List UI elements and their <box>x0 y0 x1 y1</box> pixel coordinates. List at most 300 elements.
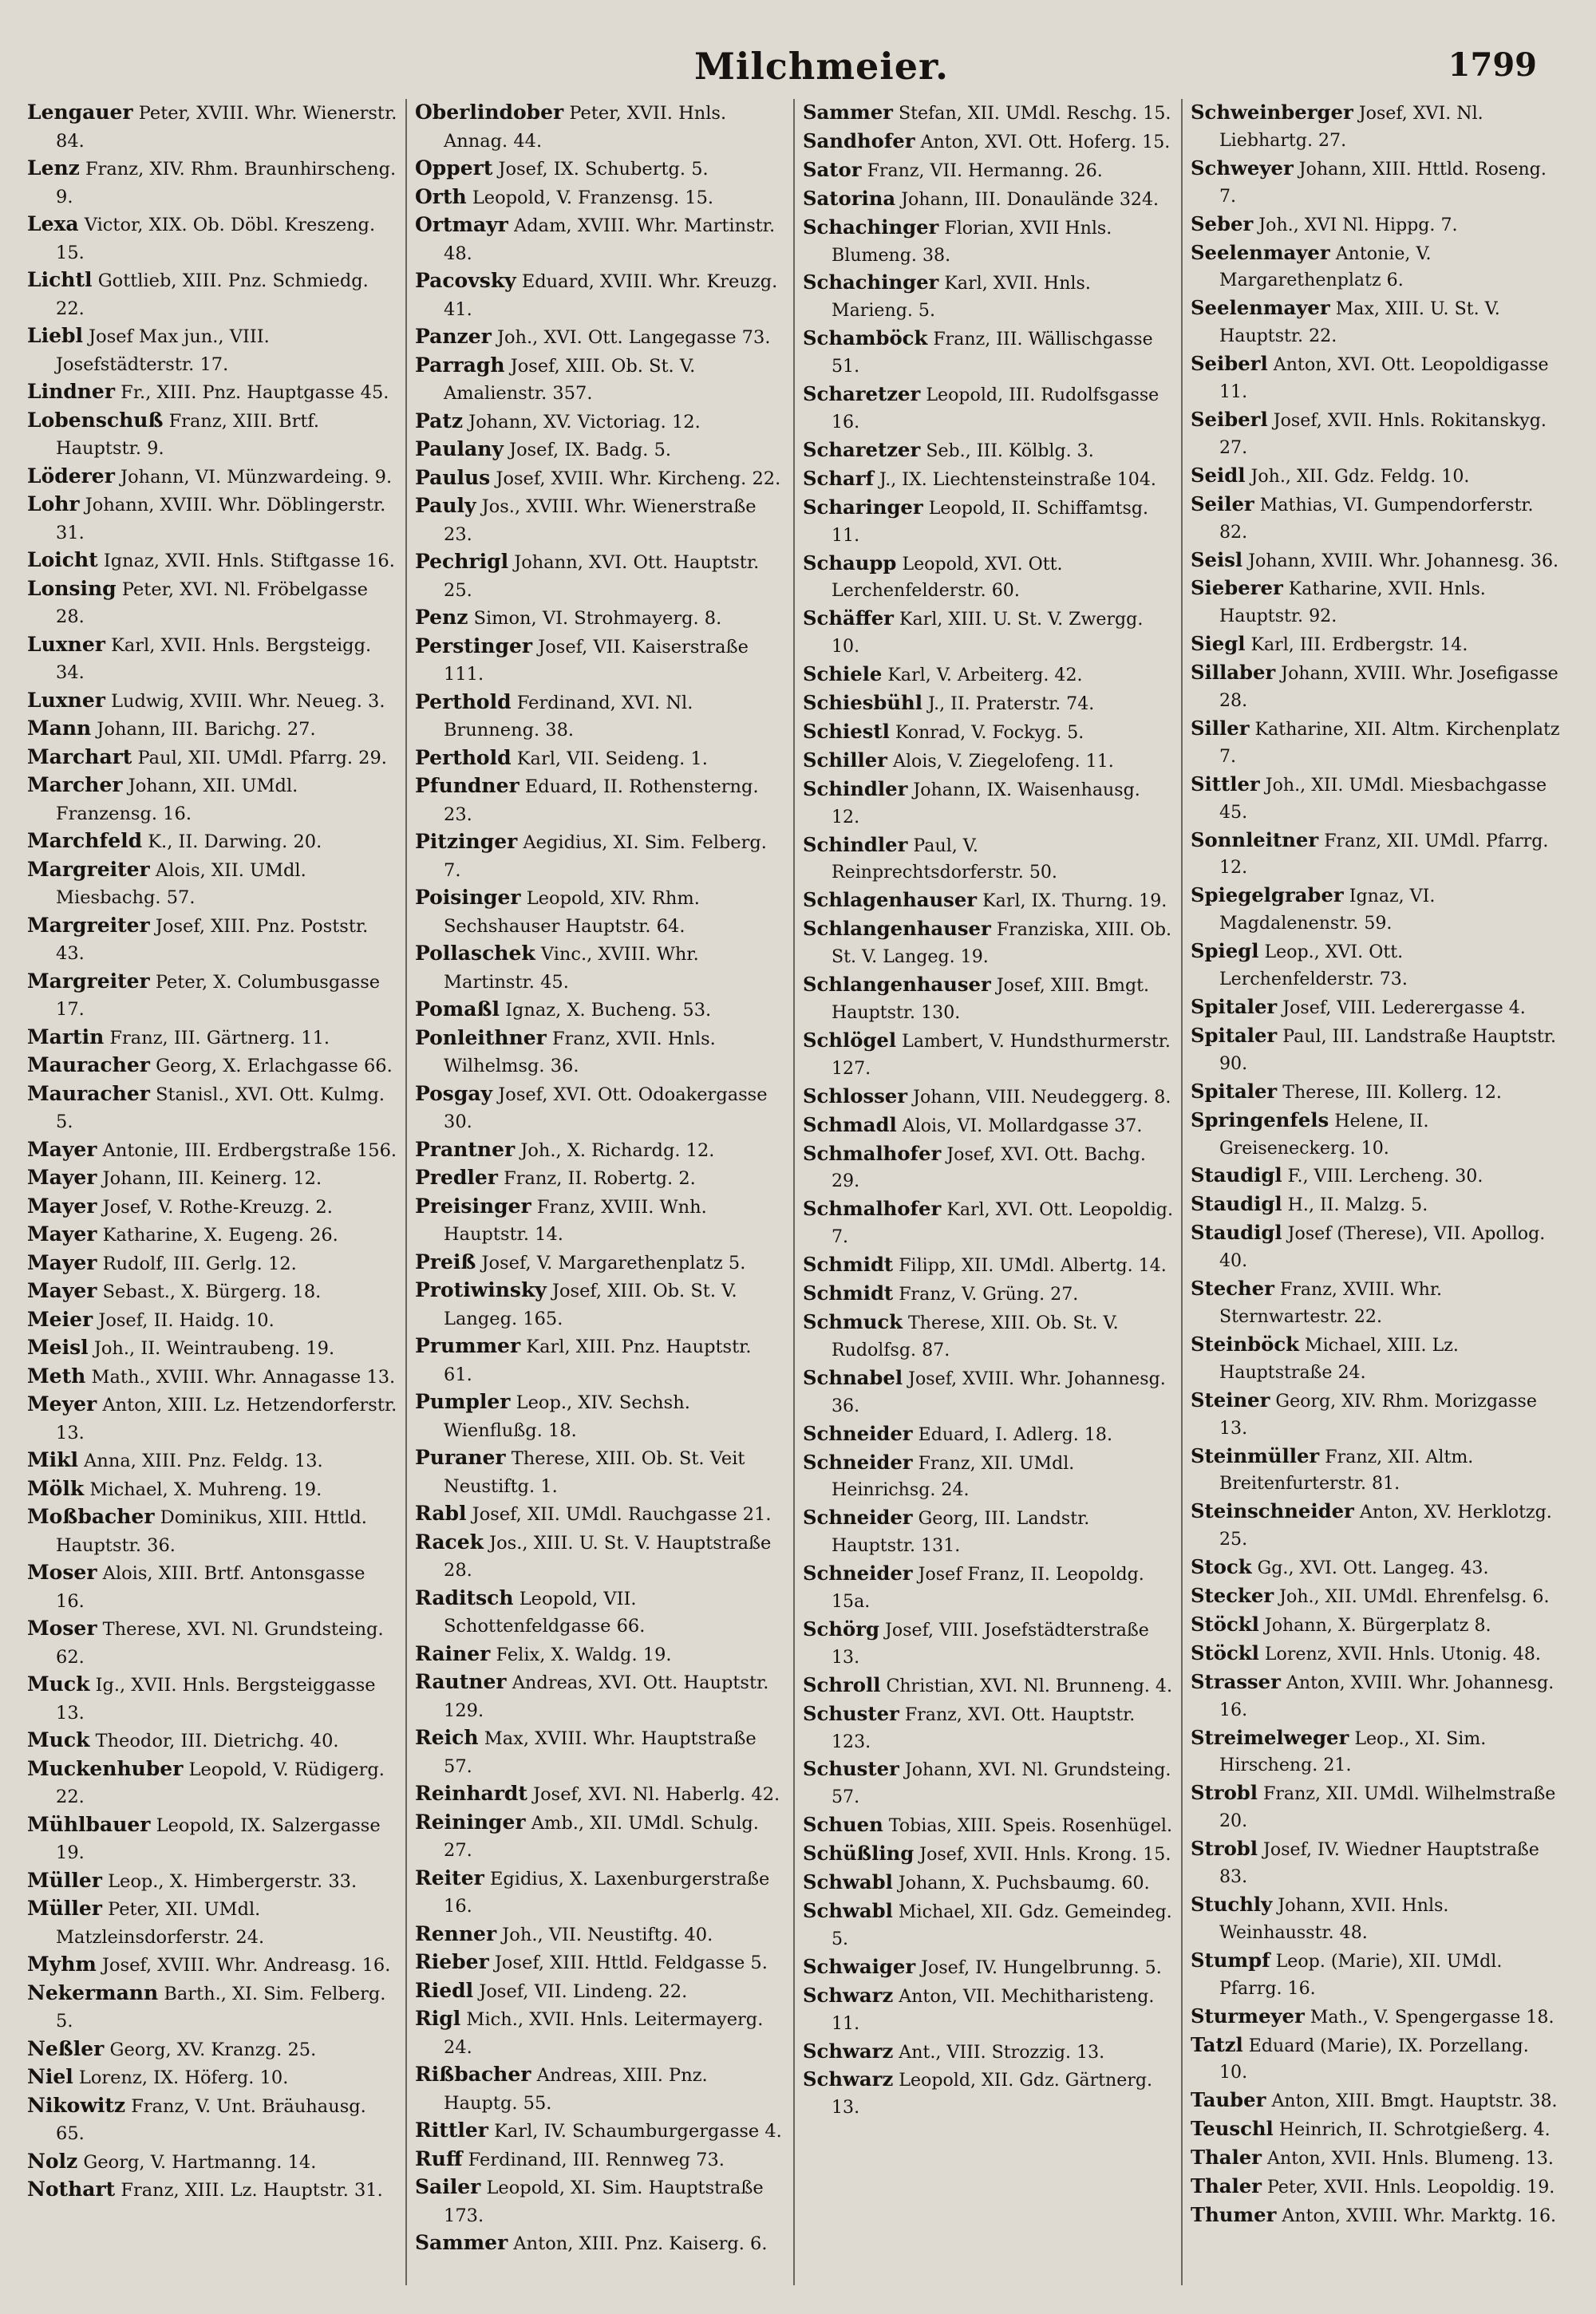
entry-surname: Seelenmayer <box>1191 240 1330 264</box>
entry-details: Leopold, XIV. Rhm. Sechshauser Hauptstr. 64. <box>444 888 700 937</box>
entry-surname: Seiler <box>1191 492 1254 515</box>
directory-entry <box>1191 1162 1561 1191</box>
entry-surname: Thumer <box>1191 2202 1277 2226</box>
directory-entry <box>415 1333 785 1388</box>
entry-surname: Liebl <box>27 324 83 347</box>
entry-surname: Reininger <box>415 1810 526 1834</box>
entry-details: Karl, XVII. Hnls. Bergsteigg. 34. <box>56 634 372 683</box>
entry-surname: Mikl <box>27 1448 78 1471</box>
entry-surname: Mauracher <box>27 1053 150 1076</box>
directory-entry <box>415 267 785 323</box>
directory-entry <box>1191 2144 1561 2173</box>
entry-details: Josef, XVI. Ott. Odoakergasse 30. <box>444 1084 768 1132</box>
entry-surname: Loicht <box>27 548 98 571</box>
entry-details: Alois, VI. Mollardgasse 37. <box>902 1115 1143 1136</box>
entry-surname: Pollaschek <box>415 942 535 965</box>
column-4 <box>1181 99 1569 2285</box>
directory-entry <box>415 1921 785 1949</box>
directory-entry <box>415 548 785 604</box>
entry-details: Rudolf, III. Gerlg. 12. <box>102 1253 297 1274</box>
entry-surname: Müller <box>27 1868 102 1892</box>
entry-surname: Margreiter <box>27 913 150 937</box>
entry-details: Leopold, V. Rüdigerg. 22. <box>56 1759 385 1807</box>
entry-details: Anna, XIII. Pnz. Feldg. 13. <box>84 1451 323 1471</box>
directory-entry <box>1191 1891 1561 1947</box>
directory-entry <box>803 1309 1173 1364</box>
directory-entry <box>803 494 1173 550</box>
directory-entry <box>1191 827 1561 883</box>
entry-details: Stanisl., XVI. Ott. Kulmg. 5. <box>56 1084 385 1132</box>
entry-surname: Thaler <box>1191 2174 1262 2198</box>
entry-details: Karl, XVI. Ott. Leopoldig. 7. <box>832 1199 1173 1248</box>
directory-entry <box>803 325 1173 381</box>
directory-entry <box>1191 1078 1561 1107</box>
directory-entry <box>415 1809 785 1865</box>
entry-surname: Spiegl <box>1191 939 1259 963</box>
entry-details: Therese, XIII. Ob. St. Veit Neustiftg. 1. <box>444 1448 745 1497</box>
entry-surname: Sandhofer <box>803 128 915 152</box>
entry-surname: Springenfels <box>1191 1108 1329 1131</box>
entry-details: Anton, XVIII. Whr. Marktg. 16. <box>1282 2205 1557 2226</box>
directory-entry <box>803 465 1173 494</box>
entry-surname: Poisinger <box>415 886 521 909</box>
entry-details: Eduard, XVIII. Whr. Kreuzg. 41. <box>444 271 778 320</box>
entry-details: Leopold, V. Franzensg. 15. <box>472 187 714 208</box>
entry-surname: Schamböck <box>803 326 928 350</box>
directory-entry <box>415 1277 785 1333</box>
entry-surname: Meier <box>27 1307 93 1331</box>
entry-details: Franz, III. Wällischgasse 51. <box>832 329 1153 377</box>
entry-details: Therese, III. Kollerg. 12. <box>1282 1081 1502 1103</box>
directory-entry <box>415 1444 785 1500</box>
entry-surname: Schmidt <box>803 1253 894 1277</box>
directory-entry <box>1191 575 1561 630</box>
entry-details: Ignaz, VI. Magdalenenstr. 59. <box>1219 886 1436 934</box>
entry-surname: Schörg <box>803 1617 880 1641</box>
directory-entry <box>1191 1554 1561 1582</box>
directory-entry <box>27 211 397 267</box>
directory-entry <box>803 550 1173 606</box>
directory-entry <box>27 2063 397 2092</box>
entry-details: Joh., II. Weintraubeng. 19. <box>93 1338 335 1359</box>
entry-details: Victor, XIX. Ob. Döbl. Kreszeng. 15. <box>56 215 376 263</box>
entry-details: Seb., III. Kölblg. 3. <box>926 440 1094 461</box>
directory-entry <box>803 689 1173 718</box>
entry-surname: Siegl <box>1191 632 1246 656</box>
entry-surname: Schwarz <box>803 1983 894 2007</box>
entry-surname: Spitaler <box>1191 1079 1278 1103</box>
entry-details: J., II. Praterstr. 74. <box>927 693 1095 715</box>
entry-surname: Thaler <box>1191 2146 1262 2170</box>
directory-entry <box>415 884 785 940</box>
entry-details: Adam, XVIII. Whr. Martinstr. 48. <box>444 215 776 264</box>
entry-surname: Schroll <box>803 1672 881 1696</box>
entry-details: Josef, XVII. Hnls. Krong. 15. <box>919 1844 1171 1866</box>
entry-details: Vinc., XVIII. Whr. Martinstr. 45. <box>444 944 699 993</box>
entry-surname: Schuster <box>803 1701 899 1725</box>
entry-surname: Stecker <box>1191 1584 1274 1608</box>
entry-surname: Niel <box>27 2065 73 2088</box>
directory-entry <box>27 1052 397 1080</box>
directory-entry <box>27 912 397 968</box>
directory-entry <box>1191 1331 1561 1387</box>
entry-surname: Scharetzer <box>803 382 921 406</box>
directory-entry <box>27 99 397 155</box>
directory-entry <box>27 1503 397 1559</box>
directory-entry <box>27 715 397 744</box>
entry-surname: Lindner <box>27 380 115 403</box>
entry-surname: Luxner <box>27 632 105 656</box>
entry-details: Josef, XVIII. Whr. Andreasg. 16. <box>102 1955 391 1976</box>
directory-entry <box>415 1249 785 1277</box>
entry-details: Johann, XIII. Httld. Roseng. 7. <box>1219 158 1547 207</box>
entry-details: Joh., XVI Nl. Hippg. 7. <box>1258 214 1458 235</box>
entry-details: Simon, VI. Strohmayerg. 8. <box>473 608 722 629</box>
directory-entry <box>27 744 397 772</box>
entry-surname: Strasser <box>1191 1669 1281 1693</box>
directory-entry <box>1191 1387 1561 1443</box>
entry-details: Joh., VII. Neustiftg. 40. <box>502 1924 713 1945</box>
column-2 <box>405 99 793 2285</box>
entry-surname: Sturmeyer <box>1191 2004 1305 2028</box>
directory-entry <box>803 776 1173 831</box>
entry-surname: Ortmayr <box>415 213 508 236</box>
entry-surname: Scharf <box>803 466 875 490</box>
entry-details: Johann, III. Keinerg. 12. <box>102 1168 322 1189</box>
directory-entry <box>27 1391 397 1447</box>
directory-entry <box>415 492 785 548</box>
entry-details: Johann, VIII. Neudeggerg. 8. <box>913 1086 1171 1108</box>
entry-surname: Schachinger <box>803 215 939 239</box>
entry-details: Eduard, I. Adlerg. 18. <box>918 1424 1112 1445</box>
entry-surname: Parragh <box>415 353 505 377</box>
entry-surname: Reinhardt <box>415 1782 527 1805</box>
entry-surname: Tauber <box>1191 2088 1266 2112</box>
directory-entry <box>803 1811 1173 1840</box>
entry-surname: Perthold <box>415 689 512 713</box>
entry-details: Joh., XVI. Ott. Langegasse 73. <box>496 327 771 348</box>
entry-surname: Schwabl <box>803 1899 893 1922</box>
entry-details: Ignaz, XVII. Hnls. Stiftgasse 16. <box>103 551 395 571</box>
entry-details: Josef, XIII. Httld. Feldgasse 5. <box>494 1953 768 1973</box>
directory-entry <box>415 1949 785 1977</box>
entry-surname: Reich <box>415 1726 479 1749</box>
directory-entry <box>803 1560 1173 1616</box>
entry-details: Peter, XVIII. Whr. Wienerstr. 84. <box>56 103 397 152</box>
entry-surname: Mühlbauer <box>27 1812 151 1836</box>
directory-entry <box>27 1363 397 1392</box>
entry-details: Anton, XV. Herklotzg. 25. <box>1219 1502 1552 1550</box>
directory-entry <box>803 99 1173 128</box>
directory-entry <box>27 2092 397 2148</box>
directory-entry <box>803 887 1173 915</box>
entry-details: Heinrich, II. Schrotgießerg. 4. <box>1278 2119 1551 2141</box>
entry-surname: Schlangenhauser <box>803 917 991 941</box>
directory-entry <box>803 605 1173 661</box>
entry-details: Filipp, XII. UMdl. Albertg. 14. <box>899 1255 1167 1277</box>
entry-details: Leop., XIV. Sechsh. Wienflußg. 18. <box>444 1392 690 1441</box>
entry-details: Leop. (Marie), XII. UMdl. Pfarrg. 16. <box>1219 1950 1503 1999</box>
entry-details: Leop., XVI. Ott. Lerchenfelderstr. 73. <box>1219 942 1408 990</box>
entry-surname: Schlangenhauser <box>803 973 991 997</box>
entry-details: F., VIII. Lercheng. 30. <box>1287 1166 1483 1187</box>
directory-entry <box>803 1083 1173 1112</box>
entry-details: Anton, XVII. Hnls. Blumeng. 13. <box>1267 2148 1554 2170</box>
entry-details: Leopold, II. Schiffamtsg. 11. <box>832 497 1148 546</box>
entry-surname: Stumpf <box>1191 1948 1270 1972</box>
directory-entry <box>803 747 1173 776</box>
entry-details: Eduard, II. Rothensterng. 23. <box>444 776 759 825</box>
entry-surname: Mölk <box>27 1476 85 1500</box>
directory-entry <box>1191 491 1561 547</box>
entry-details: Gottlieb, XIII. Pnz. Schmiedg. 22. <box>56 270 369 319</box>
entry-details: Ludwig, XVIII. Whr. Neueg. 3. <box>111 690 385 712</box>
entry-surname: Strobl <box>1191 1781 1258 1805</box>
directory-entry <box>1191 938 1561 993</box>
entry-details: K., II. Darwing. 20. <box>148 831 322 852</box>
entry-surname: Satorina <box>803 186 896 210</box>
entry-details: Josef, II. Haidg. 10. <box>98 1309 275 1331</box>
entry-surname: Schmadl <box>803 1112 897 1136</box>
entry-surname: Paulus <box>415 465 491 489</box>
entry-surname: Schlosser <box>803 1084 908 1108</box>
entry-surname: Perstinger <box>415 634 533 657</box>
directory-entry <box>27 2036 397 2064</box>
entry-details: Ig., XVII. Hnls. Bergsteiggasse 13. <box>56 1675 376 1724</box>
directory-entry <box>1191 659 1561 715</box>
directory-entry <box>1191 547 1561 575</box>
entry-details: Anton, VII. Mechitharisteng. 11. <box>832 1985 1155 2034</box>
directory-entry <box>1191 462 1561 491</box>
entry-surname: Rittler <box>415 2119 488 2142</box>
directory-entry <box>27 1277 397 1306</box>
entry-details: Lorenz, IX. Höferg. 10. <box>78 2067 289 2088</box>
directory-entry <box>1191 993 1561 1022</box>
entry-surname: Spiegelgraber <box>1191 883 1344 907</box>
entry-surname: Riedl <box>415 1978 474 2002</box>
directory-entry <box>27 2176 397 2205</box>
entry-details: Josef, VII. Lindeng. 22. <box>479 1980 688 2002</box>
entry-surname: Rainer <box>415 1641 491 1665</box>
directory-entry <box>803 718 1173 747</box>
directory-entry <box>415 99 785 155</box>
entry-surname: Sammer <box>415 2231 508 2254</box>
directory-entry <box>1191 882 1561 938</box>
entry-details: Josef, V. Rothe-Kreuzg. 2. <box>102 1196 333 1218</box>
entry-details: Franz, V. Grüng. 27. <box>899 1284 1079 1305</box>
entry-surname: Meisl <box>27 1336 89 1359</box>
entry-surname: Pechrigl <box>415 550 509 573</box>
entry-surname: Steiner <box>1191 1388 1270 1412</box>
entry-surname: Penz <box>415 606 468 629</box>
directory-entry <box>1191 1611 1561 1640</box>
entry-surname: Rautner <box>415 1670 507 1693</box>
directory-entry <box>415 772 785 828</box>
entry-surname: Posgay <box>415 1081 493 1105</box>
entry-details: Franz, V. Unt. Bräuhausg. 65. <box>56 2095 366 2144</box>
entry-details: Johann, XVIII. Whr. Döblingerstr. 31. <box>56 495 386 543</box>
directory-entry <box>1191 1582 1561 1611</box>
directory-entry <box>415 2005 785 2061</box>
entry-details: Franz, XII. UMdl. Heinrichsg. 24. <box>832 1452 1075 1501</box>
directory-entry <box>27 1811 397 1867</box>
entry-details: Josef, IV. Wiedner Hauptstraße 83. <box>1219 1839 1539 1888</box>
entry-surname: Staudigl <box>1191 1192 1282 1216</box>
entry-surname: Stecher <box>1191 1277 1274 1301</box>
entry-details: Amb., XII. UMdl. Schulg. 27. <box>444 1812 759 1861</box>
directory-entry <box>1191 406 1561 462</box>
entry-details: Anton, XVI. Ott. Leopoldigasse 11. <box>1219 354 1549 403</box>
directory-entry <box>415 184 785 212</box>
entry-details: Josef, XVI. Ott. Bachg. 29. <box>832 1143 1146 1192</box>
directory-entry <box>1191 211 1561 239</box>
directory-entry <box>1191 1724 1561 1780</box>
entry-surname: Sillaber <box>1191 661 1276 685</box>
entry-surname: Meyer <box>27 1392 97 1416</box>
entry-surname: Sonnleitner <box>1191 827 1319 851</box>
directory-entry <box>415 2229 785 2258</box>
directory-entry <box>27 827 397 856</box>
entry-details: Theodor, III. Dietrichg. 40. <box>95 1731 339 1751</box>
entry-surname: Schindler <box>803 776 908 800</box>
entry-details: Ant., VIII. Strozzig. 13. <box>899 2041 1105 2063</box>
entry-details: Karl, VII. Seideng. 1. <box>516 748 708 769</box>
entry-details: Josef, XIII. Pnz. Poststr. 43. <box>56 915 369 964</box>
entry-details: Max, XIII. U. St. V. Hauptstr. 22. <box>1219 298 1500 347</box>
entry-surname: Lexa <box>27 212 79 235</box>
directory-entry <box>415 323 785 352</box>
entry-surname: Schwabl <box>803 1870 893 1894</box>
entry-details: Peter, XII. UMdl. Matzleinsdorferstr. 24. <box>56 1899 265 1948</box>
entry-details: Georg, III. Landstr. Hauptstr. 131. <box>832 1508 1090 1557</box>
entry-details: Christian, XVI. Nl. Brunneng. 4. <box>886 1675 1172 1696</box>
entry-surname: Spitaler <box>1191 1023 1278 1047</box>
entry-details: Karl, XIII. Pnz. Hauptstr. 61. <box>444 1337 752 1385</box>
entry-surname: Steinböck <box>1191 1332 1299 1356</box>
entry-surname: Schwarz <box>803 2039 894 2063</box>
directory-entry <box>415 1780 785 1809</box>
entry-details: Josef, VIII. Josefstädterstraße 13. <box>832 1619 1149 1668</box>
entry-details: Ferdinand, III. Rennweg 73. <box>468 2149 725 2170</box>
entry-details: Mathias, VI. Gumpendorferstr. 82. <box>1219 494 1534 543</box>
entry-surname: Schäffer <box>803 606 894 630</box>
directory-entry <box>27 1671 397 1727</box>
entry-surname: Schiestl <box>803 719 890 743</box>
entry-surname: Schmalhofer <box>803 1197 942 1221</box>
entry-details: Johann, XVI. Nl. Grundsteing. 57. <box>832 1759 1171 1808</box>
entry-surname: Schaupp <box>803 551 897 575</box>
directory-entry <box>803 1982 1173 2038</box>
entry-surname: Pfundner <box>415 774 519 797</box>
directory-entry <box>27 631 397 687</box>
entry-surname: Meth <box>27 1364 86 1388</box>
directory-entry <box>1191 1107 1561 1163</box>
directory-entry <box>27 856 397 912</box>
directory-entry <box>803 1140 1173 1196</box>
directory-entry <box>803 1420 1173 1449</box>
directory-entry <box>415 1164 785 1193</box>
entry-surname: Margreiter <box>27 969 150 993</box>
entry-details: Franz, XII. UMdl. Pfarrg. 12. <box>1219 830 1549 879</box>
entry-surname: Moser <box>27 1617 97 1640</box>
entry-details: Antonie, III. Erdbergstraße 156. <box>102 1139 397 1161</box>
entry-details: Josef, VII. Kaiserstraße 111. <box>444 636 749 685</box>
directory-entry <box>415 1668 785 1724</box>
entry-surname: Steinschneider <box>1191 1499 1354 1523</box>
entry-details: Leop., XI. Sim. Hirscheng. 21. <box>1219 1728 1487 1776</box>
entry-details: Katharine, X. Eugeng. 26. <box>102 1225 338 1246</box>
directory-entry <box>415 2174 785 2229</box>
entry-details: Joh., XII. Gdz. Feldg. 10. <box>1250 465 1470 487</box>
entry-details: Therese, XIII. Ob. St. V. Rudolfsg. 87. <box>832 1312 1119 1360</box>
directory-entry <box>415 1724 785 1780</box>
entry-surname: Sator <box>803 157 862 181</box>
entry-details: Georg, XV. Kranzg. 25. <box>109 2039 317 2060</box>
entry-surname: Mann <box>27 717 92 740</box>
entry-surname: Ruff <box>415 2146 463 2170</box>
entry-surname: Seidl <box>1191 463 1246 487</box>
entry-details: Peter, XVII. Hnls. Annag. 44. <box>444 103 727 152</box>
directory-entry <box>803 185 1173 214</box>
directory-entry <box>1191 2003 1561 2032</box>
entry-surname: Seelenmayer <box>1191 296 1330 320</box>
entry-surname: Marchfeld <box>27 829 143 852</box>
entry-details: Anton, XVI. Ott. Hoferg. 15. <box>920 131 1171 152</box>
entry-surname: Seisl <box>1191 547 1243 571</box>
directory-entry <box>803 214 1173 270</box>
entry-details: Franz, XVII. Hnls. Wilhelmsg. 36. <box>444 1028 716 1076</box>
directory-entry <box>1191 155 1561 211</box>
entry-surname: Schüßling <box>803 1842 915 1866</box>
entry-surname: Siller <box>1191 716 1250 740</box>
entry-details: Joh., X. Richardg. 12. <box>520 1139 715 1161</box>
entry-surname: Schlögel <box>803 1028 897 1052</box>
directory-entry <box>803 1840 1173 1869</box>
directory-entry <box>27 1250 397 1278</box>
directory-entry <box>27 1164 397 1193</box>
entry-details: Johann, XVIII. Whr. Josefigasse 28. <box>1219 663 1558 712</box>
entry-surname: Muckenhuber <box>27 1756 184 1780</box>
entry-details: Peter, X. Columbusgasse 17. <box>56 971 381 1020</box>
directory-entry <box>803 269 1173 325</box>
entry-details: Felix, X. Waldg. 19. <box>496 1644 672 1665</box>
directory-entry <box>415 155 785 184</box>
entry-surname: Protiwinsky <box>415 1278 547 1301</box>
entry-details: Aegidius, XI. Sim. Felberg. 7. <box>444 832 767 881</box>
entry-details: Sebast., X. Bürgerg. 18. <box>102 1281 322 1302</box>
directory-entry <box>27 407 397 463</box>
directory-entry <box>1191 2087 1561 2115</box>
directory-entry <box>803 1027 1173 1083</box>
directory-entry <box>27 1727 397 1755</box>
directory-entry <box>803 971 1173 1027</box>
entry-surname: Mayer <box>27 1250 97 1274</box>
entry-surname: Oppert <box>415 156 493 180</box>
entry-details: Josef, XVI. Nl. Liebhartg. 27. <box>1219 103 1483 151</box>
entry-details: Josef, XIII. Bmgt. Hauptstr. 130. <box>832 975 1150 1023</box>
entry-details: Franz, XIII. Brtf. Hauptstr. 9. <box>56 410 320 459</box>
directory-entry <box>803 831 1173 887</box>
entry-details: Stefan, XII. UMdl. Reschg. 15. <box>899 103 1171 124</box>
directory-entry <box>415 211 785 267</box>
entry-surname: Scharinger <box>803 495 923 519</box>
directory-entry <box>1191 1835 1561 1891</box>
column-1 <box>27 99 405 2285</box>
directory-entry <box>27 1080 397 1136</box>
entry-details: Josef, XVII. Hnls. Rokitanskyg. 27. <box>1219 409 1547 458</box>
entry-details: Lorenz, XVII. Hnls. Utonig. 48. <box>1264 1643 1541 1664</box>
entry-surname: Luxner <box>27 688 105 712</box>
